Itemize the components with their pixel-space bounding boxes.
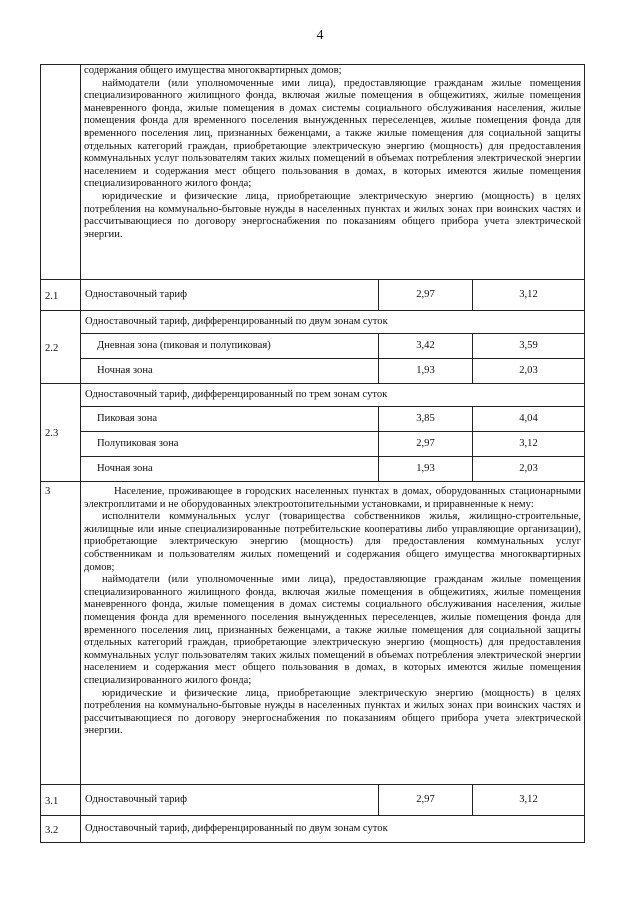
table-row-2-2 <box>41 311 585 334</box>
tariff-value-2: 4,04 <box>473 407 585 432</box>
paragraph: содержания общего имущества многоквартирных домов; <box>84 65 342 76</box>
tariff-value-2: 3,59 <box>473 334 585 359</box>
paragraph: юридические и физические лица, приобретающие электрическую энергию (мощность) в целях потребления на коммунально-бытовые нужды в населенных пунктах и жилых зонах при воинских частях и рассчитывающиеся по договору энергоснабжения по показаниям общего прибора учета электрической энергии. <box>84 190 581 240</box>
row-number-cell <box>41 65 81 280</box>
section-2-description <box>81 65 585 280</box>
row-number: 3 <box>41 482 81 785</box>
tariff-value-1: 3,85 <box>379 407 473 432</box>
tariff-value-2: 2,03 <box>473 359 585 384</box>
tariff-value-2: 3,12 <box>473 432 585 457</box>
zone-label: Полупиковая зона <box>81 432 379 457</box>
zone-label: Ночная зона <box>81 359 379 384</box>
table-subrow <box>41 432 585 457</box>
row-label: Одноставочный тариф <box>81 785 379 816</box>
row-number: 3.2 <box>41 816 81 843</box>
section-2-description-row <box>41 65 585 280</box>
row-number: 2.3 <box>41 384 81 482</box>
tariff-table <box>40 64 585 843</box>
table-row-3-2 <box>41 816 585 843</box>
zone-label: Ночная зона <box>81 457 379 482</box>
row-label: Одноставочный тариф, дифференцированный по трем зонам суток <box>81 384 585 407</box>
table-subrow <box>41 457 585 482</box>
tariff-value-2: 3,12 <box>473 280 585 311</box>
row-number: 2.1 <box>41 280 81 311</box>
table-row-2-3 <box>41 384 585 407</box>
section-3-description <box>81 482 585 785</box>
paragraph: наймодатели (или уполномоченные ими лица), предоставляющие гражданам жилые помещения специализированного жилищного фонда, включая жилые помещения в общежитиях, жилые помещения маневренного фонда, жилые помещения в домах системы социального обслуживания населения, жилые помещения фонда для временного поселения вынужденных переселенцев, жилые помещения фонда для временного поселения лиц, признанных беженцами, а также жилые помещения для социальной защиты отдельных категорий граждан, приобретающие электрическую энергию (мощность) для предоставления коммунальных услуг пользователям таких жилых помещений в объемах потребления электрической энергии населением и содержания мест общего пользования в домах, в которых имеются жилые помещения специализированного жилого фонда; <box>84 77 581 190</box>
paragraph: исполнители коммунальных услуг (товарищества собственников жилья, жилищно-строительные, жилищные или иные специализированные потребительские кооперативы либо управляющие организации), приобретающие электрическую энергию (мощность) для предоставления коммунальных услуг собственникам и пользователям жилых помещений и содержания общего имущества многоквартирных домов; <box>84 511 581 573</box>
table-subrow <box>41 359 585 384</box>
section-3-row <box>41 482 585 785</box>
paragraph: юридические и физические лица, приобретающие электрическую энергию (мощность) в целях потребления на коммунально-бытовые нужды в населенных пунктах и жилых зонах при воинских частях и рассчитывающиеся по договору энергоснабжения по показаниям общего прибора учета электрической энергии. <box>84 687 581 737</box>
row-number: 2.2 <box>41 311 81 384</box>
row-label: Одноставочный тариф, дифференцированный по двум зонам суток <box>81 816 585 843</box>
tariff-value-1: 2,97 <box>379 432 473 457</box>
paragraph: Население, проживающее в городских населенных пунктах в домах, оборудованных стационарными электроплитами и не оборудованных электроотопительными установками, и приравненные к нему: <box>84 486 581 510</box>
table-subrow <box>41 334 585 359</box>
row-number: 3.1 <box>41 785 81 816</box>
tariff-value-2: 2,03 <box>473 457 585 482</box>
row-label: Одноставочный тариф <box>81 280 379 311</box>
paragraph: наймодатели (или уполномоченные ими лица), предоставляющие гражданам жилые помещения специализированного жилищного фонда, включая жилые помещения в общежитиях, жилые помещения маневренного фонда, жилые помещения в домах системы социального обслуживания населения, жилые помещения фонда для временного поселения вынужденных переселенцев, жилые помещения фонда для временного поселения лиц, признанных беженцами, а также жилые помещения для социальной защиты отдельных категорий граждан, приобретающие электрическую энергию (мощность) для предоставления коммунальных услуг пользователям таких жилых помещений в объемах потребления электрической энергии населением и содержания мест общего пользования в домах, в которых имеются жилые помещения специализированного жилого фонда; <box>84 574 581 686</box>
tariff-value-1: 2,97 <box>379 280 473 311</box>
zone-label: Дневная зона (пиковая и полупиковая) <box>81 334 379 359</box>
tariff-value-1: 1,93 <box>379 359 473 384</box>
tariff-value-1: 3,42 <box>379 334 473 359</box>
tariff-value-1: 2,97 <box>379 785 473 816</box>
tariff-value-2: 3,12 <box>473 785 585 816</box>
table-row-3-1 <box>41 785 585 816</box>
zone-label: Пиковая зона <box>81 407 379 432</box>
tariff-value-1: 1,93 <box>379 457 473 482</box>
table-row-2-1 <box>41 280 585 311</box>
row-label: Одноставочный тариф, дифференцированный по двум зонам суток <box>81 311 585 334</box>
page-number: 4 <box>316 28 324 43</box>
table-subrow <box>41 407 585 432</box>
